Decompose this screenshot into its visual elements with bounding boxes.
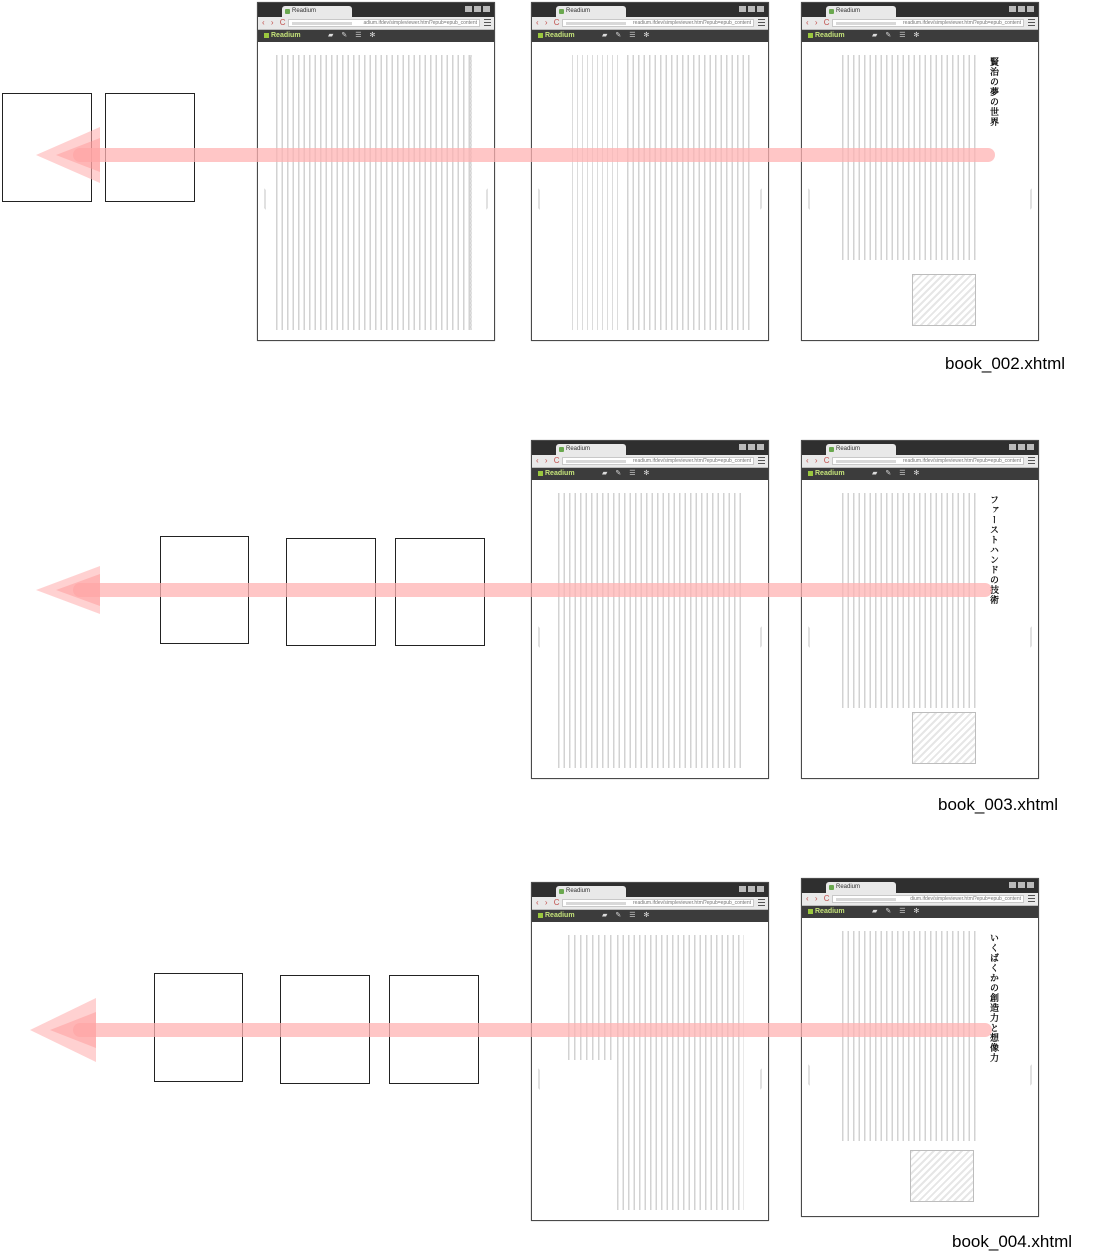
window-controls[interactable] — [739, 886, 764, 892]
reader-window — [801, 440, 1039, 779]
file-caption: book_002.xhtml — [945, 354, 1066, 373]
vertical-text-block — [627, 55, 752, 330]
illustration — [912, 274, 976, 326]
url-field[interactable]: readium.ifdev/simpleviewer.html?epub=epub_content — [562, 899, 754, 907]
edit-icon[interactable]: ✎ — [885, 470, 892, 477]
readium-logo: Readium — [808, 468, 845, 480]
folder-icon[interactable]: ▰ — [602, 912, 608, 919]
folder-icon[interactable]: ▰ — [872, 470, 878, 477]
prev-page-arrow[interactable] — [808, 188, 810, 210]
menu-icon[interactable] — [758, 899, 765, 906]
url-field[interactable]: readium.ifdev/simpleviewer.html?epub=epub_content — [562, 457, 754, 465]
window-controls[interactable] — [739, 444, 764, 450]
gear-icon[interactable]: ✻ — [913, 32, 920, 39]
reader-window — [801, 2, 1039, 341]
browser-tab[interactable]: Readium — [556, 886, 626, 897]
browser-tab[interactable]: Readium — [826, 444, 896, 455]
title-bar — [532, 883, 768, 897]
folder-icon[interactable]: ▰ — [602, 470, 608, 477]
address-bar-row — [532, 455, 768, 468]
gear-icon[interactable]: ✻ — [643, 912, 650, 919]
favicon-icon — [829, 885, 834, 890]
edit-icon[interactable]: ✎ — [885, 908, 892, 915]
page-content — [532, 43, 768, 340]
list-icon[interactable]: ☰ — [899, 908, 906, 915]
reader-window — [531, 882, 769, 1221]
favicon-icon — [285, 9, 290, 14]
next-page-arrow[interactable] — [1030, 188, 1032, 210]
reader-toolbar — [802, 468, 1038, 480]
reader-window — [257, 2, 495, 341]
title-bar — [802, 3, 1038, 17]
page-placeholder — [2, 93, 92, 202]
reader-window — [801, 878, 1039, 1217]
page-placeholder — [280, 975, 370, 1084]
prev-page-arrow[interactable] — [538, 188, 540, 210]
page-placeholder — [395, 538, 485, 646]
browser-tab[interactable]: Readium — [282, 6, 352, 17]
folder-icon[interactable]: ▰ — [872, 32, 878, 39]
edit-icon[interactable]: ✎ — [885, 32, 892, 39]
edit-icon[interactable]: ✎ — [615, 32, 622, 39]
readium-logo: Readium — [538, 30, 575, 42]
title-bar — [532, 441, 768, 455]
menu-icon[interactable] — [758, 457, 765, 464]
page-placeholder — [105, 93, 195, 202]
favicon-icon — [829, 9, 834, 14]
menu-icon[interactable] — [484, 19, 491, 26]
next-page-arrow[interactable] — [1030, 1064, 1032, 1086]
window-controls[interactable] — [1009, 882, 1034, 888]
readium-logo: Readium — [808, 906, 845, 918]
next-page-arrow[interactable] — [760, 188, 762, 210]
vertical-text-block — [276, 55, 472, 330]
chapter-heading: いくばくかの創造力と想像力 — [988, 933, 998, 1063]
list-icon[interactable]: ☰ — [629, 470, 636, 477]
nav-buttons[interactable]: ‹ › C — [806, 456, 832, 465]
favicon-icon — [559, 447, 564, 452]
nav-buttons[interactable]: ‹ › C — [536, 456, 562, 465]
url-field[interactable]: readium.ifdev/simpleviewer.html?epub=epub_content — [832, 19, 1024, 27]
address-bar-row — [258, 17, 494, 30]
browser-tab[interactable]: Readium — [556, 6, 626, 17]
prev-page-arrow[interactable] — [538, 1068, 540, 1090]
next-page-arrow[interactable] — [760, 626, 762, 648]
window-controls[interactable] — [739, 6, 764, 12]
file-caption: book_004.xhtml — [952, 1232, 1073, 1251]
nav-buttons[interactable]: ‹ › C — [806, 18, 832, 27]
nav-buttons[interactable]: ‹ › C — [536, 18, 562, 27]
window-controls[interactable] — [1009, 6, 1034, 12]
edit-icon[interactable]: ✎ — [615, 912, 622, 919]
prev-page-arrow[interactable] — [538, 626, 540, 648]
nav-buttons[interactable]: ‹ › C — [806, 894, 832, 903]
menu-icon[interactable] — [1028, 457, 1035, 464]
readium-logo: Readium — [264, 30, 301, 42]
vertical-text-block — [842, 493, 976, 708]
address-bar-row — [802, 455, 1038, 468]
nav-buttons[interactable]: ‹ › C — [536, 898, 562, 907]
url-field[interactable]: readium.ifdev/simpleviewer.html?epub=epub_content — [562, 19, 754, 27]
reader-window — [531, 440, 769, 779]
favicon-icon — [829, 447, 834, 452]
folder-icon[interactable]: ▰ — [872, 908, 878, 915]
list-icon[interactable]: ☰ — [355, 32, 362, 39]
file-caption: book_003.xhtml — [938, 795, 1059, 814]
page-placeholder — [160, 536, 249, 644]
reader-window — [531, 2, 769, 341]
reader-toolbar — [532, 30, 768, 42]
prev-page-arrow[interactable] — [264, 188, 266, 210]
page-content — [802, 919, 1038, 1216]
reader-toolbar — [258, 30, 494, 42]
next-page-arrow[interactable] — [1030, 626, 1032, 648]
address-bar-row — [802, 893, 1038, 906]
browser-tab[interactable]: Readium — [826, 882, 896, 893]
url-field[interactable]: dium.ifdev/simpleviewer.html?epub=epub_content — [832, 895, 1024, 903]
page-content — [532, 481, 768, 778]
menu-icon[interactable] — [1028, 19, 1035, 26]
page-placeholder — [286, 538, 376, 646]
edit-icon[interactable]: ✎ — [341, 32, 348, 39]
folder-icon[interactable]: ▰ — [328, 32, 334, 39]
title-bar — [258, 3, 494, 17]
favicon-icon — [559, 889, 564, 894]
url-field[interactable]: adium.ifdev/simpleviewer.html?epub=epub_content — [288, 19, 480, 27]
address-bar-row — [532, 897, 768, 910]
nav-buttons[interactable]: ‹ › C — [262, 18, 288, 27]
reader-toolbar — [532, 910, 768, 922]
readium-logo: Readium — [538, 910, 575, 922]
next-page-arrow[interactable] — [486, 188, 488, 210]
gear-icon[interactable]: ✻ — [913, 470, 920, 477]
page-content — [532, 923, 768, 1220]
vertical-text-block — [842, 931, 976, 1141]
reader-toolbar — [802, 906, 1038, 918]
page-placeholder — [389, 975, 479, 1084]
browser-tab[interactable]: Readium — [826, 6, 896, 17]
list-icon[interactable]: ☰ — [629, 32, 636, 39]
page-placeholder — [154, 973, 243, 1082]
readium-logo: Readium — [538, 468, 575, 480]
title-bar — [802, 441, 1038, 455]
reader-toolbar — [802, 30, 1038, 42]
illustration — [910, 1150, 974, 1202]
list-icon[interactable]: ☰ — [629, 912, 636, 919]
gear-icon[interactable]: ✻ — [643, 470, 650, 477]
reader-toolbar — [532, 468, 768, 480]
gear-icon[interactable]: ✻ — [369, 32, 376, 39]
readium-logo: Readium — [808, 30, 845, 42]
page-content — [802, 481, 1038, 778]
gear-icon[interactable]: ✻ — [643, 32, 650, 39]
menu-icon[interactable] — [758, 19, 765, 26]
list-icon[interactable]: ☰ — [899, 32, 906, 39]
prev-page-arrow[interactable] — [808, 626, 810, 648]
vertical-text-block — [572, 55, 618, 330]
vertical-text-block — [558, 493, 742, 768]
window-controls[interactable] — [465, 6, 490, 12]
prev-page-arrow[interactable] — [808, 1064, 810, 1086]
address-bar-row — [532, 17, 768, 30]
list-icon[interactable]: ☰ — [899, 470, 906, 477]
window-controls[interactable] — [1009, 444, 1034, 450]
favicon-icon — [559, 9, 564, 14]
vertical-text-block — [568, 935, 612, 1060]
menu-icon[interactable] — [1028, 895, 1035, 902]
vertical-text-block — [842, 55, 976, 260]
title-bar — [802, 879, 1038, 893]
page-content — [802, 43, 1038, 340]
url-field[interactable]: readium.ifdev/simpleviewer.html?epub=epub_content — [832, 457, 1024, 465]
vertical-text-block — [617, 935, 744, 1210]
edit-icon[interactable]: ✎ — [615, 470, 622, 477]
gear-icon[interactable]: ✻ — [913, 908, 920, 915]
address-bar-row — [802, 17, 1038, 30]
next-page-arrow[interactable] — [760, 1068, 762, 1090]
chapter-heading: ファーストハンドの技術 — [988, 495, 998, 605]
browser-tab[interactable]: Readium — [556, 444, 626, 455]
folder-icon[interactable]: ▰ — [602, 32, 608, 39]
chapter-heading: 賢治の夢の世界 — [988, 57, 998, 127]
page-content — [258, 43, 494, 340]
illustration — [912, 712, 976, 764]
title-bar — [532, 3, 768, 17]
